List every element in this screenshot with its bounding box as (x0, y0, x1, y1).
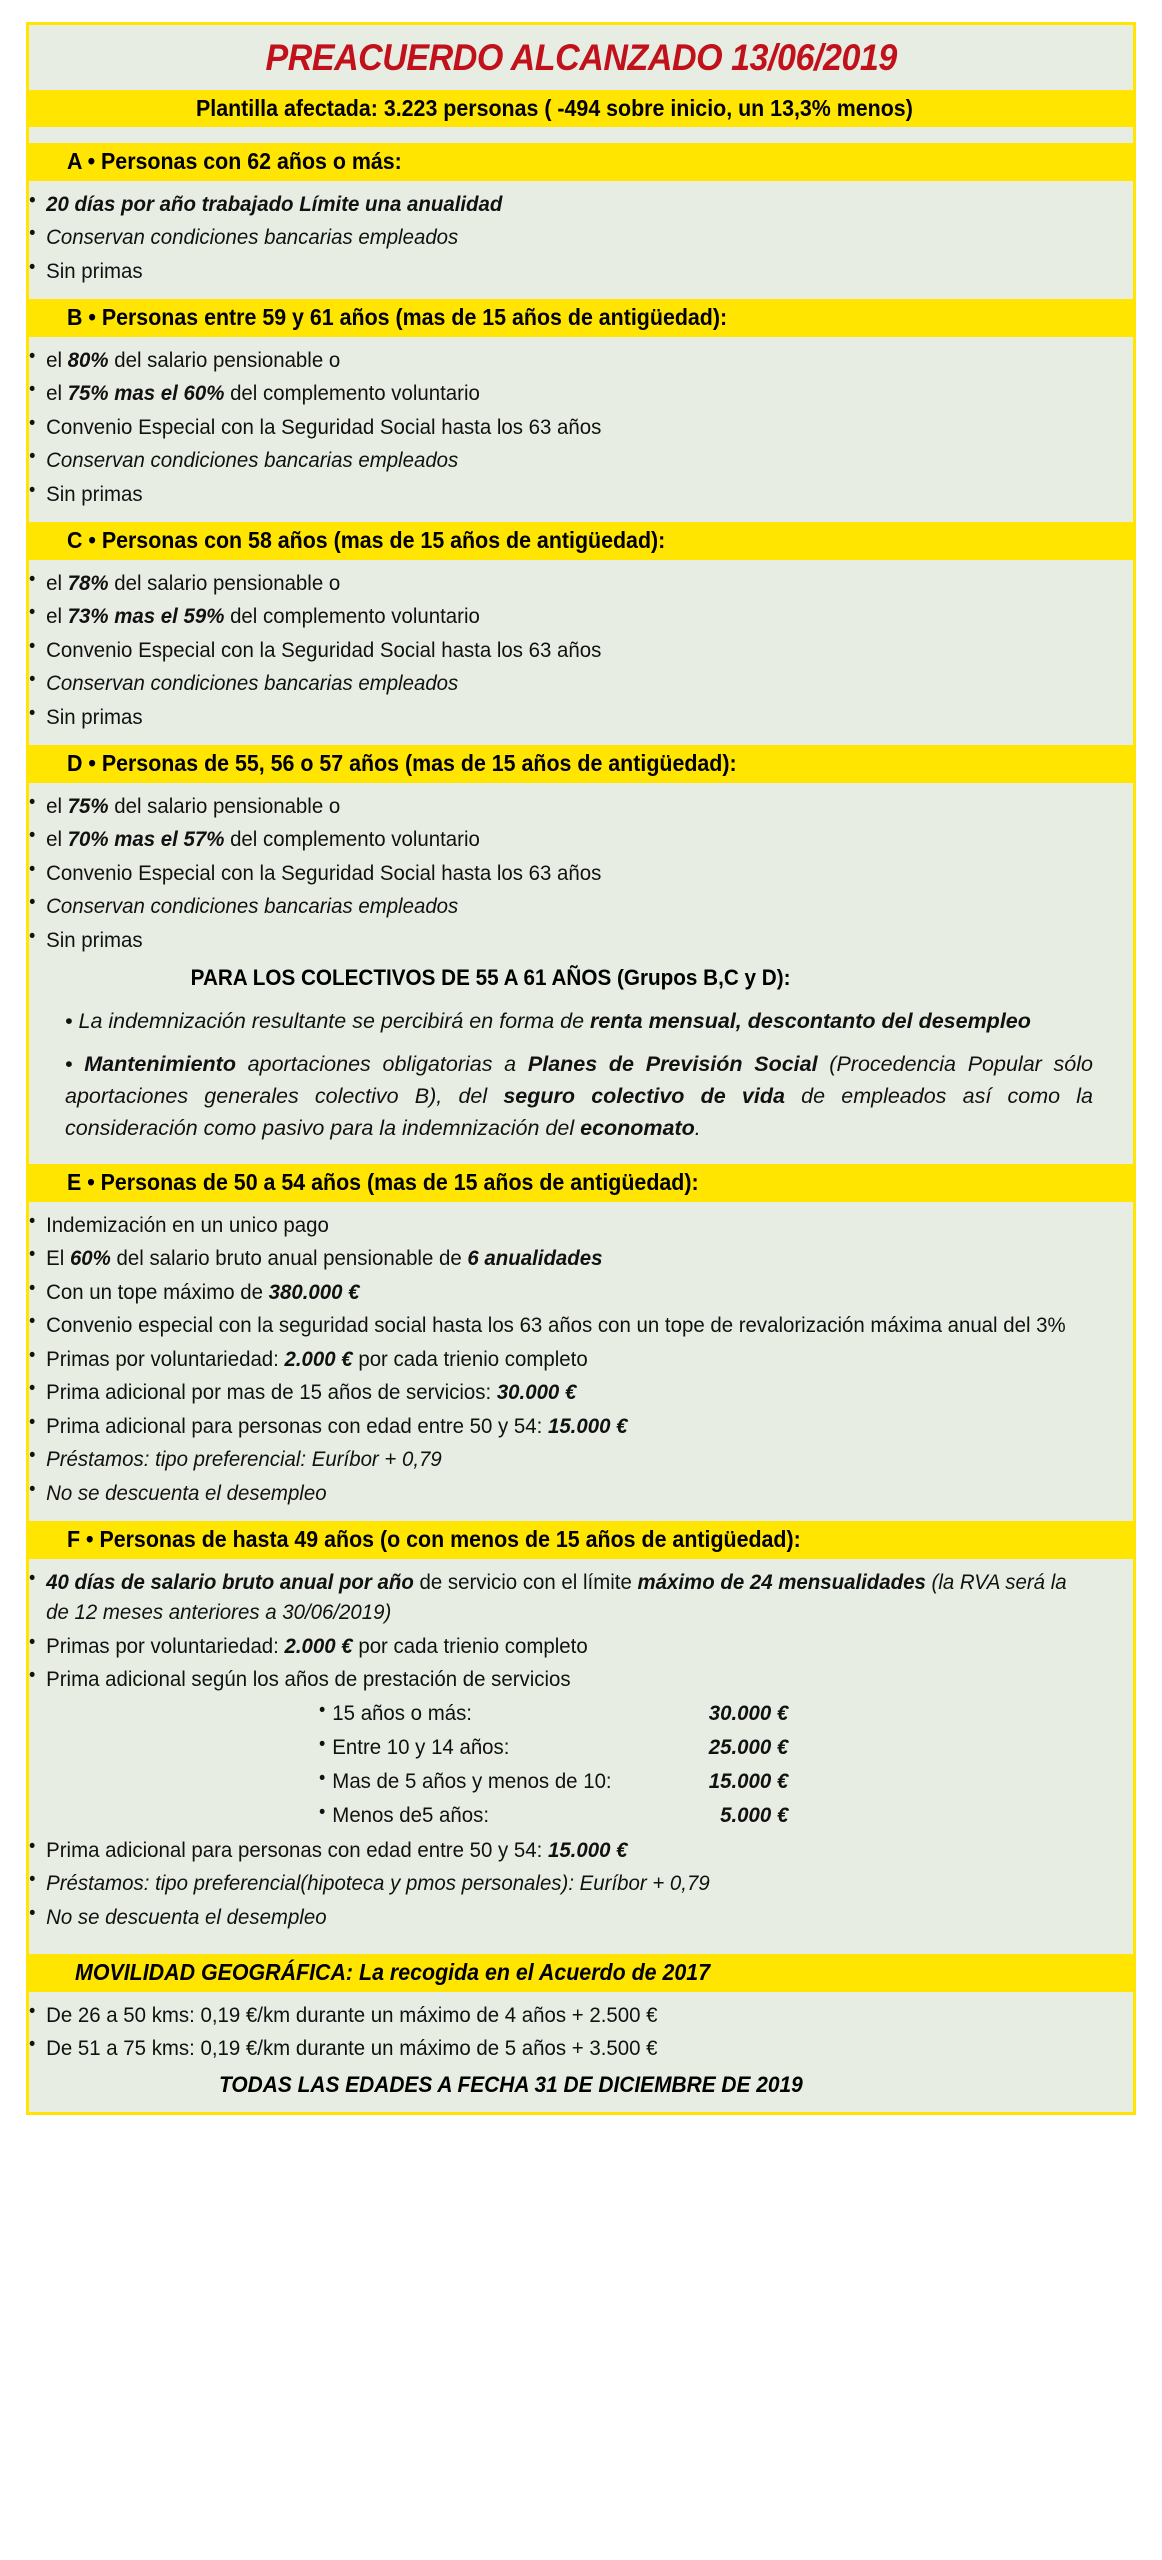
text: Prima adicional para personas con edad entre 50 y 54: (46, 1837, 548, 1862)
list-item: • Conservan condiciones bancarias empleados (29, 222, 1078, 253)
section-f-body (29, 1559, 1133, 1945)
movilidad-body (29, 1992, 1133, 2112)
amount-value: 5.000 € (720, 1803, 789, 1828)
text: del salario bruto anual pensionable de (110, 1246, 468, 1271)
colectivos-paragraph-1 (29, 1005, 1133, 1037)
emphasis: seguro colectivo de vida (503, 1083, 785, 1108)
list-item: • Préstamos: tipo preferencial: Euríbor + 0,79 (29, 1444, 1078, 1475)
emphasis: economato (580, 1116, 695, 1141)
section-f-header-text: F • Personas de hasta 49 años (o con menos de 15 años de antigüedad): (67, 1526, 801, 1553)
spacer (29, 1945, 1133, 1954)
text: de empleados así como la consideración como pasivo para la indemnización del (65, 1083, 1093, 1141)
amount-label: • 15 años o más: (319, 1698, 646, 1729)
text: Primas por voluntariedad: (46, 1346, 285, 1371)
list-item (29, 1567, 1078, 1628)
section-b-header-text: B • Personas entre 59 y 61 años (mas de 15 años de antigüedad): (67, 304, 728, 331)
text: el (46, 570, 68, 595)
section-a-body (29, 181, 1133, 300)
text: el (46, 604, 68, 629)
list-item: • Préstamos: tipo preferencial(hipoteca y pmos personales): Euríbor + 0,79 (29, 1868, 1078, 1899)
table-row (319, 1732, 1092, 1763)
list-item: • Convenio Especial con la Seguridad Social hasta los 63 años (29, 412, 1078, 443)
table-row (319, 1698, 1092, 1729)
section-f-amount-table (29, 1698, 1133, 1832)
list-item: • No se descuenta el desempleo (29, 1902, 1078, 1933)
emphasis: 70% mas el 57% (67, 827, 225, 852)
movilidad-header (29, 1954, 1133, 1991)
emphasis: 80% (67, 347, 109, 372)
list-item: • Convenio Especial con la Seguridad Social hasta los 63 años (29, 858, 1078, 889)
text: del complemento voluntario (224, 381, 480, 406)
list-item: • Convenio Especial con la Seguridad Social hasta los 63 años (29, 635, 1078, 666)
section-d-header (29, 745, 1133, 782)
text: el (46, 793, 68, 818)
text: el (46, 381, 68, 406)
list-item (29, 601, 1078, 632)
footer-partial-text (26, 2115, 1136, 2141)
emphasis: 2.000 € (284, 1346, 353, 1371)
section-c-header (29, 522, 1133, 559)
list-item: • Conservan condiciones bancarias empleados (29, 891, 1078, 922)
list-item: • No se descuenta el desempleo (29, 1478, 1078, 1509)
text: • La indemnización resultante se percibirá en forma de (65, 1009, 591, 1034)
text: Prima adicional por mas de 15 años de servicios: (46, 1380, 497, 1405)
section-c-body (29, 560, 1133, 746)
text: (Procedencia Popular sólo aportaciones generales colectivo B), del (65, 1051, 1093, 1108)
movilidad-header-text: MOVILIDAD GEOGRÁFICA: La recogida en el Acuerdo de 2017 (75, 1959, 711, 1986)
emphasis: Planes de Previsión Social (527, 1051, 818, 1076)
list-item: • Indemización en un unico pago (29, 1210, 1078, 1241)
list-item (29, 1243, 1078, 1274)
section-a-header (29, 143, 1133, 180)
text: del salario pensionable o (108, 347, 341, 372)
text: el (46, 347, 68, 372)
table-row (319, 1766, 1092, 1797)
emphasis: 40 días de salario bruto anual por año (46, 1569, 414, 1594)
section-a-list (29, 189, 1133, 287)
list-item (29, 1835, 1078, 1866)
list-item: • Sin primas (29, 702, 1078, 733)
amount-value: 30.000 € (708, 1700, 789, 1725)
list-item: • Convenio especial con la seguridad social hasta los 63 años con un tope de revalorización máxima anual del 3% (29, 1310, 1078, 1341)
emphasis: 73% mas el 59% (67, 604, 225, 629)
section-a-header-text: A • Personas con 62 años o más: (67, 148, 402, 175)
text: por cada trienio completo (352, 1346, 588, 1371)
text: • (65, 1051, 85, 1076)
text: de servicio con el límite (413, 1569, 638, 1594)
movilidad-note: TODAS LAS EDADES A FECHA 31 DE DICIEMBRE DE 2019 (219, 2071, 803, 2097)
colectivos-subheading: PARA LOS COLECTIVOS DE 55 A 61 AÑOS (Grupos B,C y D): (190, 965, 791, 991)
section-c-list (29, 568, 1133, 733)
section-f-header (29, 1521, 1133, 1558)
emphasis: 60% (69, 1246, 111, 1271)
document-sheet (26, 22, 1136, 2115)
section-f-list (29, 1567, 1133, 1695)
text: aportaciones obligatorias a (235, 1051, 528, 1076)
list-item: • De 26 a 50 kms: 0,19 €/km durante un máximo de 4 años + 2.500 € (29, 2000, 1078, 2031)
text: el (46, 827, 68, 852)
title-band (29, 25, 1133, 90)
list-item (29, 1277, 1078, 1308)
emphasis: máximo de 24 mensualidades (637, 1569, 926, 1594)
emphasis: Mantenimiento (84, 1051, 236, 1076)
section-e-header-text: E • Personas de 50 a 54 años (mas de 15 años de antigüedad): (67, 1169, 699, 1196)
section-b-header (29, 299, 1133, 336)
table-row (319, 1800, 1092, 1831)
emphasis: 6 anualidades (467, 1246, 603, 1271)
amount-label: • Mas de 5 años y menos de 10: (319, 1766, 646, 1797)
emphasis: renta mensual, descontanto del desempleo (590, 1009, 1031, 1034)
emphasis: 380.000 € (268, 1279, 360, 1304)
text: Primas por voluntariedad: (46, 1633, 285, 1658)
amount-value: 15.000 € (708, 1769, 789, 1794)
text: (la RVA será la de 12 meses anteriores a 30/06/2019) (46, 1569, 1067, 1625)
list-item (29, 1344, 1078, 1375)
section-d-body (29, 783, 1133, 1165)
text: Prima adicional para personas con edad entre 50 y 54: (46, 1413, 548, 1438)
emphasis: 75% mas el 60% (67, 381, 225, 406)
emphasis: 15.000 € (547, 1837, 628, 1862)
list-item (29, 824, 1078, 855)
list-item (29, 1411, 1078, 1442)
amount-label: • Entre 10 y 14 años: (319, 1732, 646, 1763)
plantilla-bar-text: Plantilla afectada: 3.223 personas ( -494 sobre inicio, un 13,3% menos) (195, 94, 913, 121)
section-e-body (29, 1202, 1133, 1522)
section-d-header-text: D • Personas de 55, 56 o 57 años (mas de 15 años de antigüedad): (67, 750, 737, 777)
text: del complemento voluntario (224, 827, 480, 852)
list-item: • Prima adicional según los años de prestación de servicios (29, 1664, 1078, 1695)
list-item: • De 51 a 75 kms: 0,19 €/km durante un máximo de 5 años + 3.500 € (29, 2033, 1078, 2064)
section-b-body (29, 337, 1133, 523)
list-item (29, 378, 1078, 409)
colectivos-paragraph-2 (29, 1048, 1133, 1145)
text: del complemento voluntario (224, 604, 480, 629)
emphasis: 78% (67, 570, 109, 595)
spacer (29, 127, 1133, 143)
list-item: • 20 días por año trabajado Límite una anualidad (29, 189, 1078, 220)
list-item: • Sin primas (29, 479, 1078, 510)
list-item (29, 1377, 1078, 1408)
emphasis: 75% (67, 793, 109, 818)
emphasis: 2.000 € (284, 1633, 353, 1658)
list-item: • Sin primas (29, 256, 1078, 287)
section-c-header-text: C • Personas con 58 años (mas de 15 años de antigüedad): (67, 527, 666, 554)
emphasis: 15.000 € (547, 1413, 628, 1438)
footer-partial-glyphs (62, 2115, 68, 2135)
section-f-list-2 (29, 1835, 1133, 1933)
list-item: • Sin primas (29, 925, 1078, 956)
text: Con un tope máximo de (46, 1279, 269, 1304)
text: del salario pensionable o (108, 793, 341, 818)
page-title: PREACUERDO ALCANZADO 13/06/2019 (265, 37, 897, 78)
list-item (29, 345, 1078, 376)
text: por cada trienio completo (352, 1633, 588, 1658)
list-item: • Conservan condiciones bancarias empleados (29, 668, 1078, 699)
section-b-list (29, 345, 1133, 510)
list-item (29, 791, 1078, 822)
section-e-list (29, 1210, 1133, 1509)
amount-label: • Menos de5 años: (319, 1800, 646, 1831)
movilidad-list (29, 2000, 1133, 2064)
list-item (29, 1631, 1078, 1662)
list-item: • Conservan condiciones bancarias empleados (29, 445, 1078, 476)
amount-value: 25.000 € (708, 1735, 789, 1760)
text: del salario pensionable o (108, 570, 341, 595)
section-e-header (29, 1164, 1133, 1201)
text: El (46, 1246, 70, 1271)
section-d-list (29, 791, 1133, 956)
text: . (694, 1116, 701, 1141)
emphasis: 30.000 € (496, 1380, 577, 1405)
plantilla-bar (29, 90, 1133, 127)
list-item (29, 568, 1078, 599)
